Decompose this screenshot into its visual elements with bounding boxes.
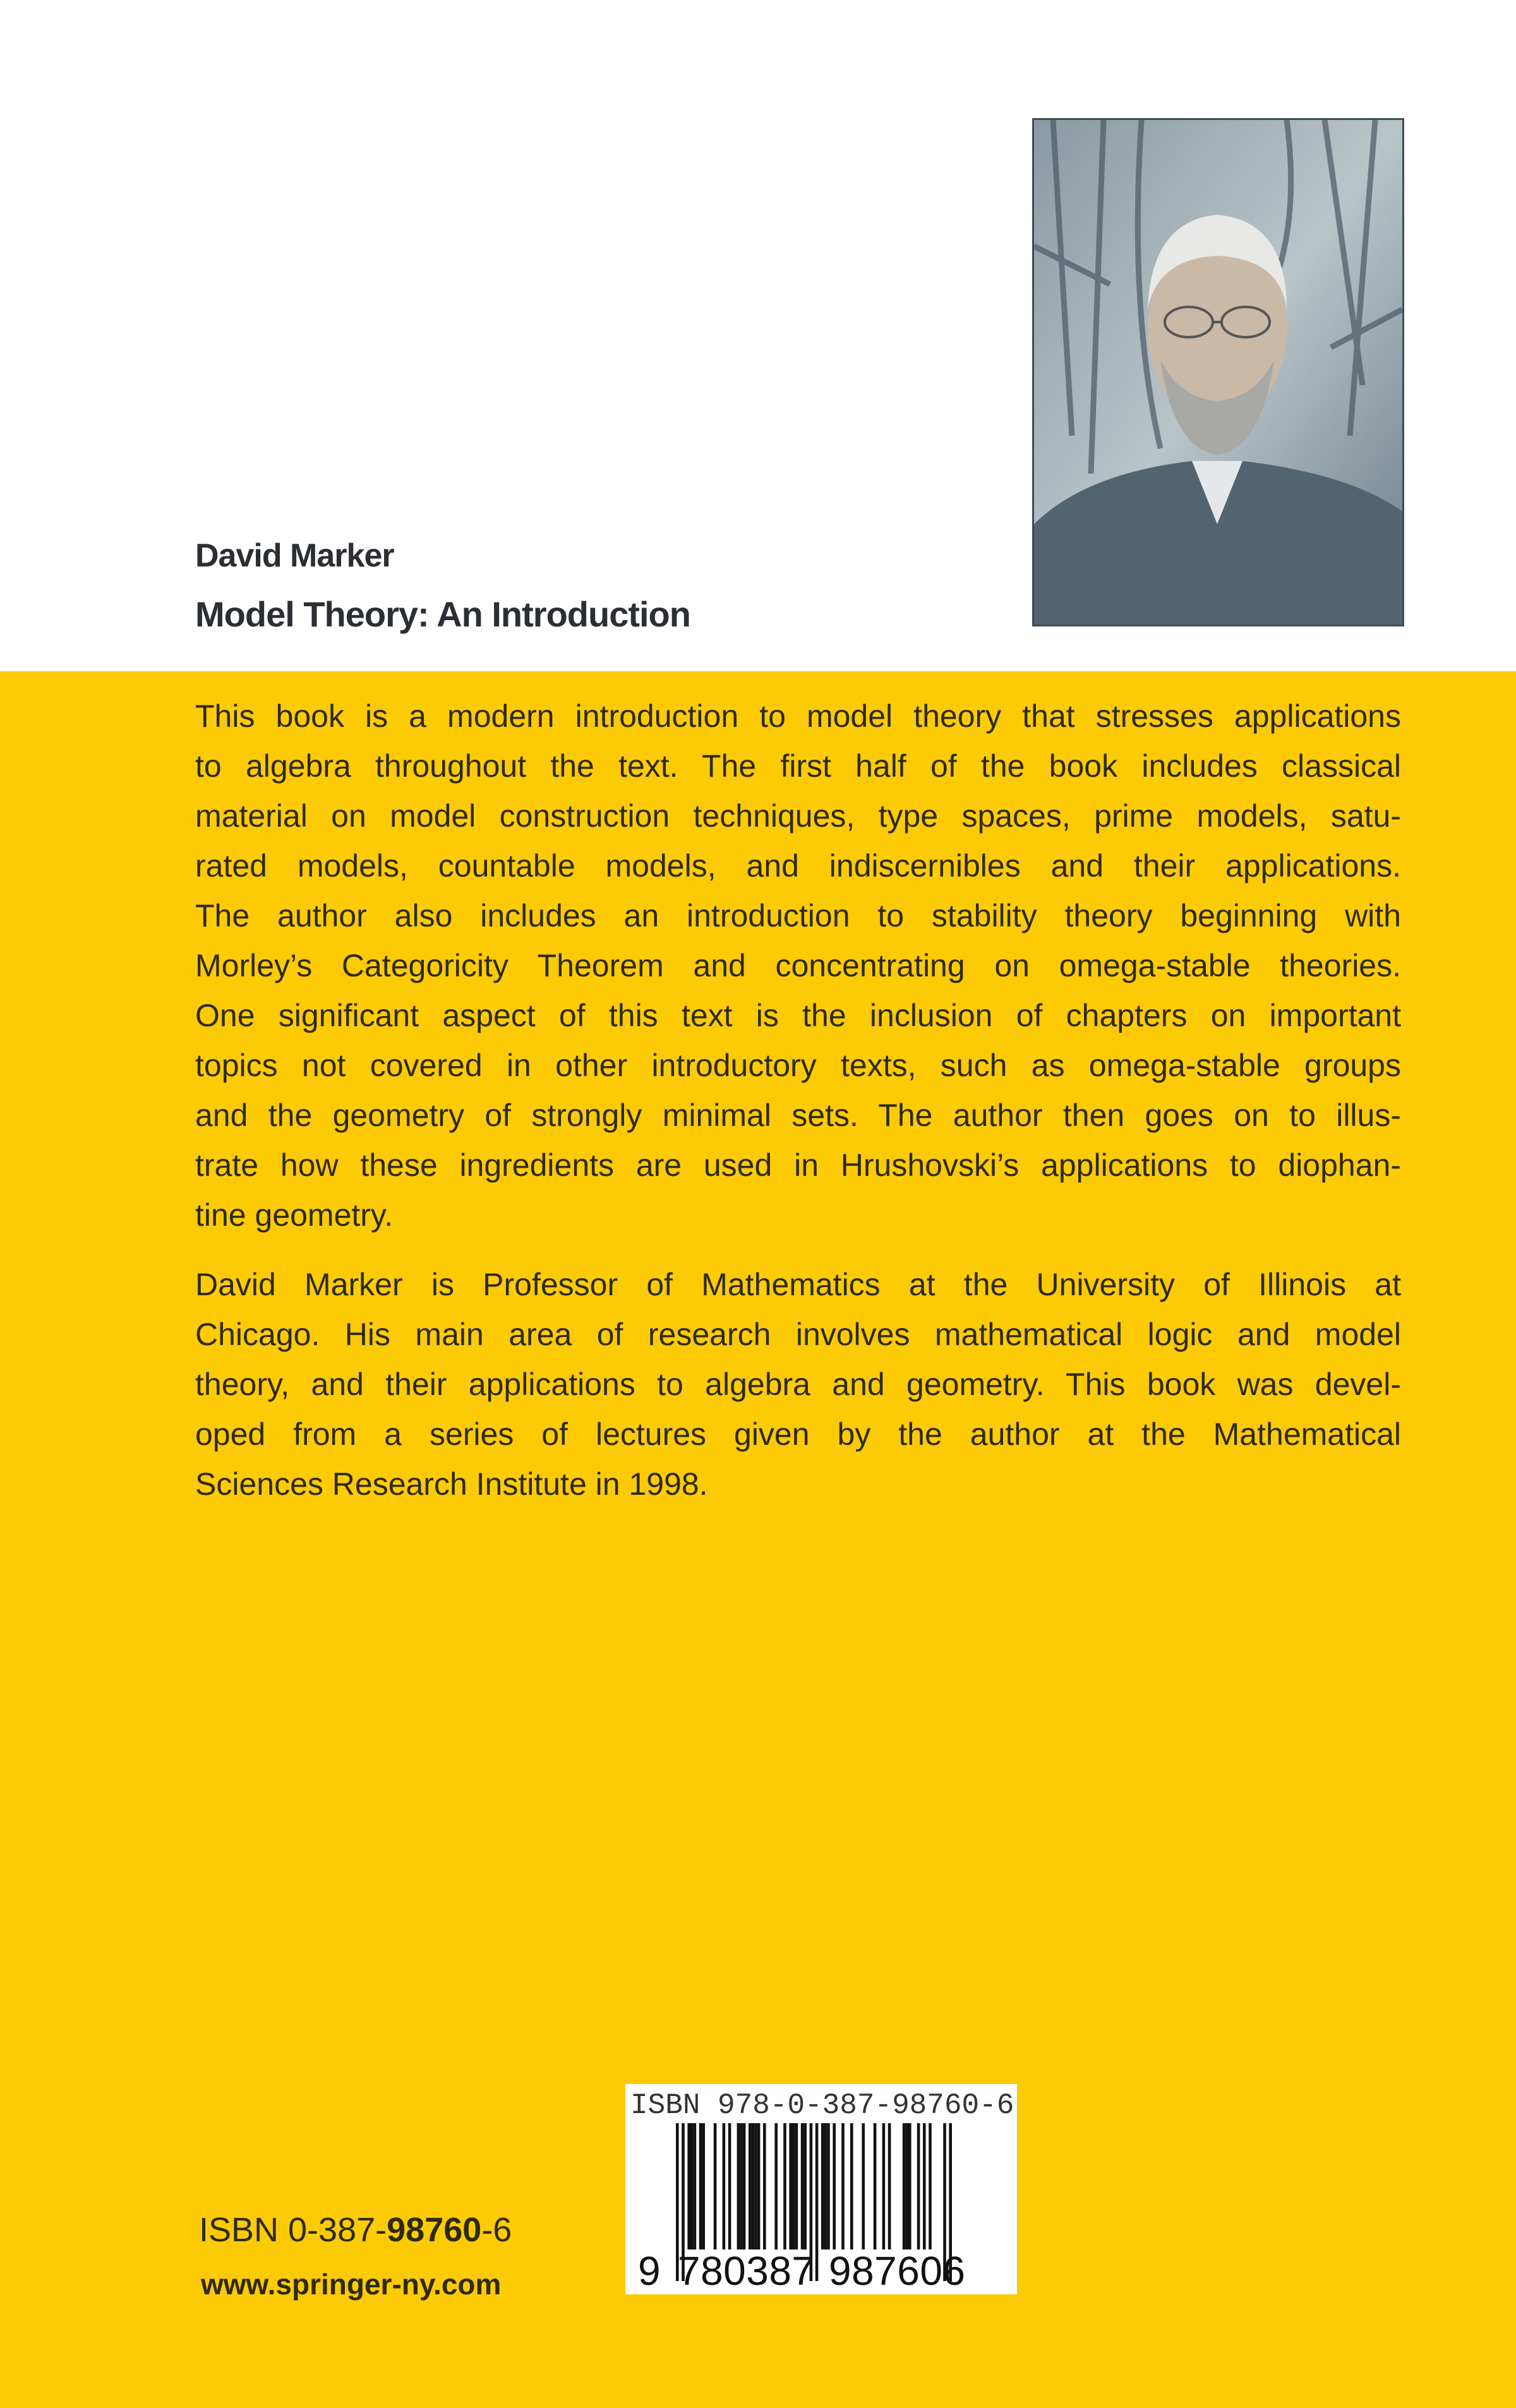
text-line: topics not covered in other introductory texts, such as omega-stable groups (195, 1048, 1401, 1083)
isbn-bold-part: 98760 (387, 2211, 482, 2249)
text-line: oped from a series of lectures given by the author at the Mathematical (195, 1417, 1401, 1452)
barcode-bar (754, 2123, 757, 2249)
barcode-bar (792, 2123, 795, 2249)
isbn-prefix: ISBN 0-387- (199, 2211, 387, 2249)
isbn-10 (199, 2210, 512, 2249)
barcode-bars (625, 2084, 1017, 2294)
text-line: This book is a modern introduction to model theory that stresses applications (195, 698, 1401, 734)
barcode-bar (801, 2123, 804, 2249)
text-line: Sciences Research Institute in 1998. (195, 1466, 708, 1502)
barcode-bar (874, 2123, 877, 2249)
barcode-bar (774, 2123, 778, 2249)
barcode-bar (743, 2123, 746, 2249)
barcode-bar (789, 2123, 792, 2249)
barcode-bar (783, 2123, 786, 2249)
barcode-bar (714, 2123, 717, 2249)
barcode-bar (737, 2123, 740, 2249)
barcode-bar (903, 2123, 906, 2249)
barcode-bar (752, 2123, 755, 2249)
barcode-bar (923, 2123, 926, 2249)
barcode-bar (690, 2123, 694, 2249)
barcode-bar (827, 2123, 830, 2249)
barcode-bar (757, 2123, 761, 2249)
barcode-bar (850, 2123, 853, 2249)
barcode-bar (740, 2123, 743, 2249)
barcode-bar (862, 2123, 865, 2249)
barcode-bar (723, 2123, 726, 2249)
barcode-bar (699, 2123, 702, 2249)
barcode-bar (687, 2123, 690, 2249)
book-title: Model Theory: An Introduction (195, 594, 690, 634)
barcode-first-digit: 9 (638, 2248, 661, 2294)
barcode-bar (795, 2123, 798, 2249)
publisher-website: www.springer-ny.com (201, 2268, 502, 2301)
text-line: One significant aspect of this text is the inclusion of chapters on important (195, 998, 1401, 1033)
author-name: David Marker (195, 537, 394, 574)
barcode-bar (908, 2123, 911, 2249)
description-paragraph (195, 692, 1401, 1240)
text-line: Morley’s Categoricity Theorem and concentrating on omega-stable theories. (195, 948, 1401, 983)
barcode-bar (833, 2123, 836, 2249)
isbn-suffix: -6 (481, 2211, 512, 2249)
barcode-bar (821, 2123, 824, 2249)
barcode-bar (728, 2123, 731, 2249)
text-line: material on model construction techniques, type spaces, prime models, satu- (195, 798, 1401, 834)
barcode-right-digits: 987606 (829, 2248, 965, 2294)
barcode-bar (888, 2123, 891, 2249)
barcode-bar (929, 2123, 932, 2249)
text-line: theory, and their applications to algebra and geometry. This book was devel- (195, 1367, 1401, 1402)
text-line: David Marker is Professor of Mathematics at the University of Illinois at (195, 1267, 1401, 1302)
author-portrait-image (1034, 120, 1402, 625)
barcode-bar (803, 2123, 807, 2249)
text-line: to algebra throughout the text. The first half of the book includes classical (195, 748, 1401, 784)
barcode-bar (763, 2123, 766, 2249)
barcode-bar (702, 2123, 705, 2249)
barcode-bar (694, 2123, 697, 2249)
barcode-bar (917, 2123, 920, 2249)
barcode-bar (815, 2123, 819, 2281)
text-line: Chicago. His main area of research involves mathematical logic and model (195, 1317, 1401, 1352)
barcode-left-digits: 780387 (678, 2248, 814, 2294)
text-line: The author also includes an introduction to stability theory beginning with (195, 898, 1401, 933)
author-bio-paragraph (195, 1260, 1401, 1509)
barcode-bar (824, 2123, 827, 2249)
text-line: rated models, countable models, and indiscernibles and their applications. (195, 848, 1401, 884)
text-line: trate how these ingredients are used in Hrushovski’s applications to diophan- (195, 1147, 1401, 1183)
text-line: tine geometry. (195, 1197, 394, 1233)
text-line: and the geometry of strongly minimal sets. The author then goes on to illus- (195, 1098, 1401, 1133)
barcode-bar (882, 2123, 886, 2249)
barcode-bar (905, 2123, 908, 2249)
barcode-isbn-label: ISBN 978-0-387-98760-6 (630, 2089, 1014, 2122)
barcode (625, 2084, 1017, 2294)
barcode-bar (749, 2123, 752, 2249)
author-photo (1032, 118, 1404, 626)
barcode-bar (841, 2123, 845, 2249)
